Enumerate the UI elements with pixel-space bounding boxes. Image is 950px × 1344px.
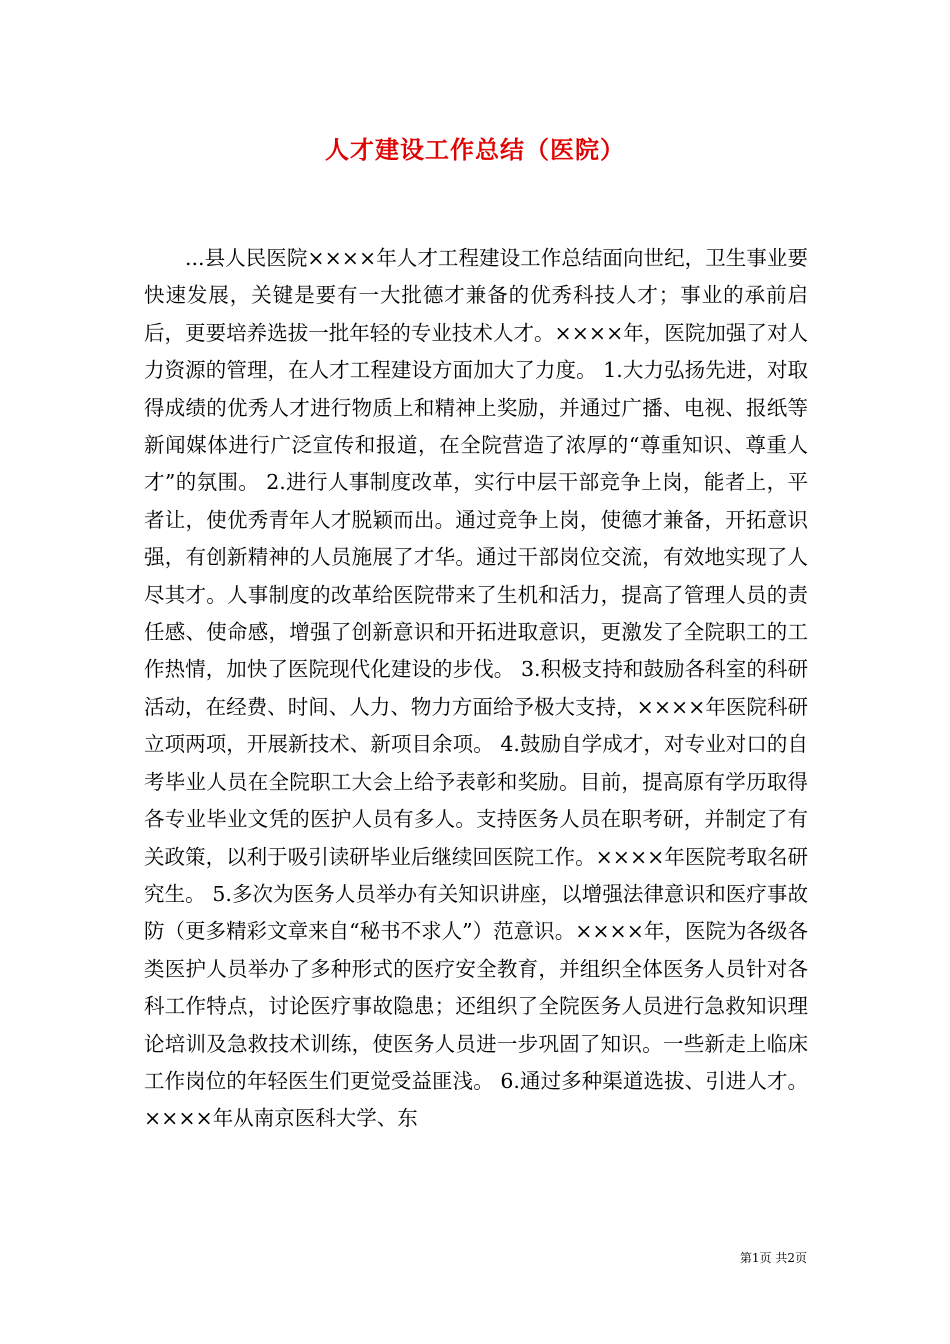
document-body: ...县人民医院××××年人才工程建设工作总结面向世纪，卫生事业要快速发展，关键是要有一大批德才兼备的优秀科技人才；事业的承前启后，更要培养选拔一批年轻的专业技术人才。××××年，医院加强了对人力资源的管理，在人才工程建设方面加大了力度。 1.大力弘扬先进，对取得成绩的优秀人才进行物质上和精神上奖励，并通过广播、电视、报纸等新闻媒体进行广泛宣传和报道，在全院营造了浓厚的“尊重知识、尊重人才”的氛围。 2.进行人事制度改革，实行中层干部竞争上岗，能者上，平者让，使优秀青年人才脱颖而出。通过竞争上岗，使德才兼备，开拓意识强，有创新精神的人员施展了才华。通过干部岗位交流，有效地实现了人尽其才。人事制度的改革给医院带来了生机和活力，提高了管理人员的责任感、使命感，增强了创新意识和开拓进取意识，更激发了全院职工的工作热情，加快了医院现代化建设的步伐。 3.积极支持和鼓励各科室的科研活动，在经费、时间、人力、物力方面给予极大支持，××××年医院科研立项两项，开展新技术、新项目余项。 4.鼓励自学成才，对专业对口的自考毕业人员在全院职工大会上给予表彰和奖励。目前，提高原有学历取得各专业毕业文凭的医护人员有多人。支持医务人员在职考研，并制定了有关政策，以利于吸引读研毕业后继续回医院工作。××××年医院考取名研究生。 5.多次为医务人员举办有关知识讲座，以增强法律意识和医疗事故防（更多精彩文章来自“秘书不求人”）范意识。××××年，医院为各级各类医护人员举办了多种形式的医疗安全教育，并组织全体医务人员针对各科工作特点，讨论医疗事故隐患；还组织了全院医务人员进行急救知识理论培训及急救技术训练，使医务人员进一步巩固了知识。一些新走上临床工作岗位的年轻医生们更觉受益匪浅。 6.通过多种渠道选拔、引进人才。××××年从南京医科大学、东 (144, 246, 808, 1131)
document-title: 人才建设工作总结（医院） (325, 135, 625, 164)
page-number: 第1页 共2页 (739, 1251, 807, 1265)
